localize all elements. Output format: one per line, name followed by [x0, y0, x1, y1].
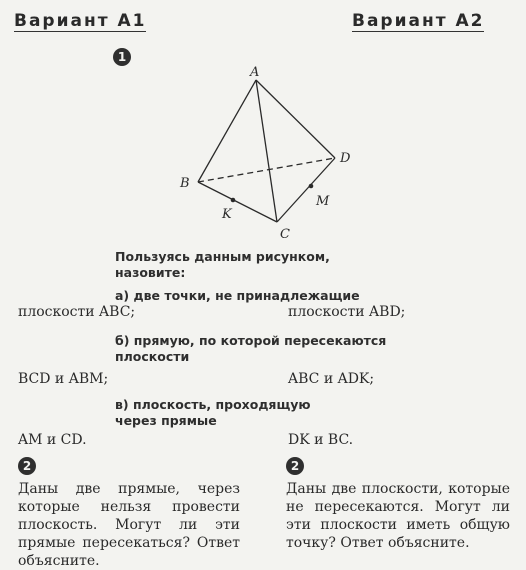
edge-ac — [256, 80, 277, 222]
edge-ab — [198, 80, 256, 182]
question-c: в) плоскость, проходящую через прямые — [115, 397, 311, 428]
task-2-badge-right: 2 — [286, 457, 304, 475]
answer-a-left: плоскости ABC; — [18, 304, 136, 320]
task-1-badge: 1 — [113, 48, 131, 66]
task-2-badge-left: 2 — [18, 457, 36, 475]
answer-b-left: BCD и ABM; — [18, 371, 109, 387]
edge-bc — [198, 182, 277, 222]
edge-ad — [256, 80, 335, 158]
question-b: б) прямую, по которой пересекаются плоскости — [115, 333, 387, 364]
edge-bd-hidden — [198, 158, 335, 182]
task-1-intro: Пользуясь данным рисунком, назовите: — [115, 249, 330, 280]
tetrahedron-figure — [170, 60, 360, 245]
task-2-text-right: Даны две плоскости, которые не пересекаются. Могут ли эти плоскости иметь общую точку? Ответ объясните. — [286, 481, 510, 551]
answer-a-right: плоскости ABD; — [288, 304, 406, 320]
edge-cd — [277, 158, 335, 222]
question-a: а) две точки, не принадлежащие — [115, 288, 360, 303]
label-k: K — [222, 207, 232, 222]
answer-c-left: AM и CD. — [18, 432, 87, 448]
variant-a1-heading: Вариант А1 — [14, 11, 147, 31]
label-d: D — [340, 151, 351, 166]
answer-c-right: DK и BC. — [288, 432, 354, 448]
point-m — [309, 184, 314, 189]
label-m: M — [316, 194, 330, 209]
label-a: A — [250, 65, 260, 80]
point-k — [231, 198, 236, 203]
variant-a2-heading: Вариант А2 — [352, 11, 485, 31]
label-b: B — [180, 176, 190, 191]
task-2-text-left: Даны две прямые, через которые нельзя провести плоскость. Могут ли эти прямые пересекаться? Ответ объясните. — [18, 481, 240, 569]
label-c: C — [280, 227, 290, 242]
answer-b-right: ABC и ADK; — [288, 371, 375, 387]
